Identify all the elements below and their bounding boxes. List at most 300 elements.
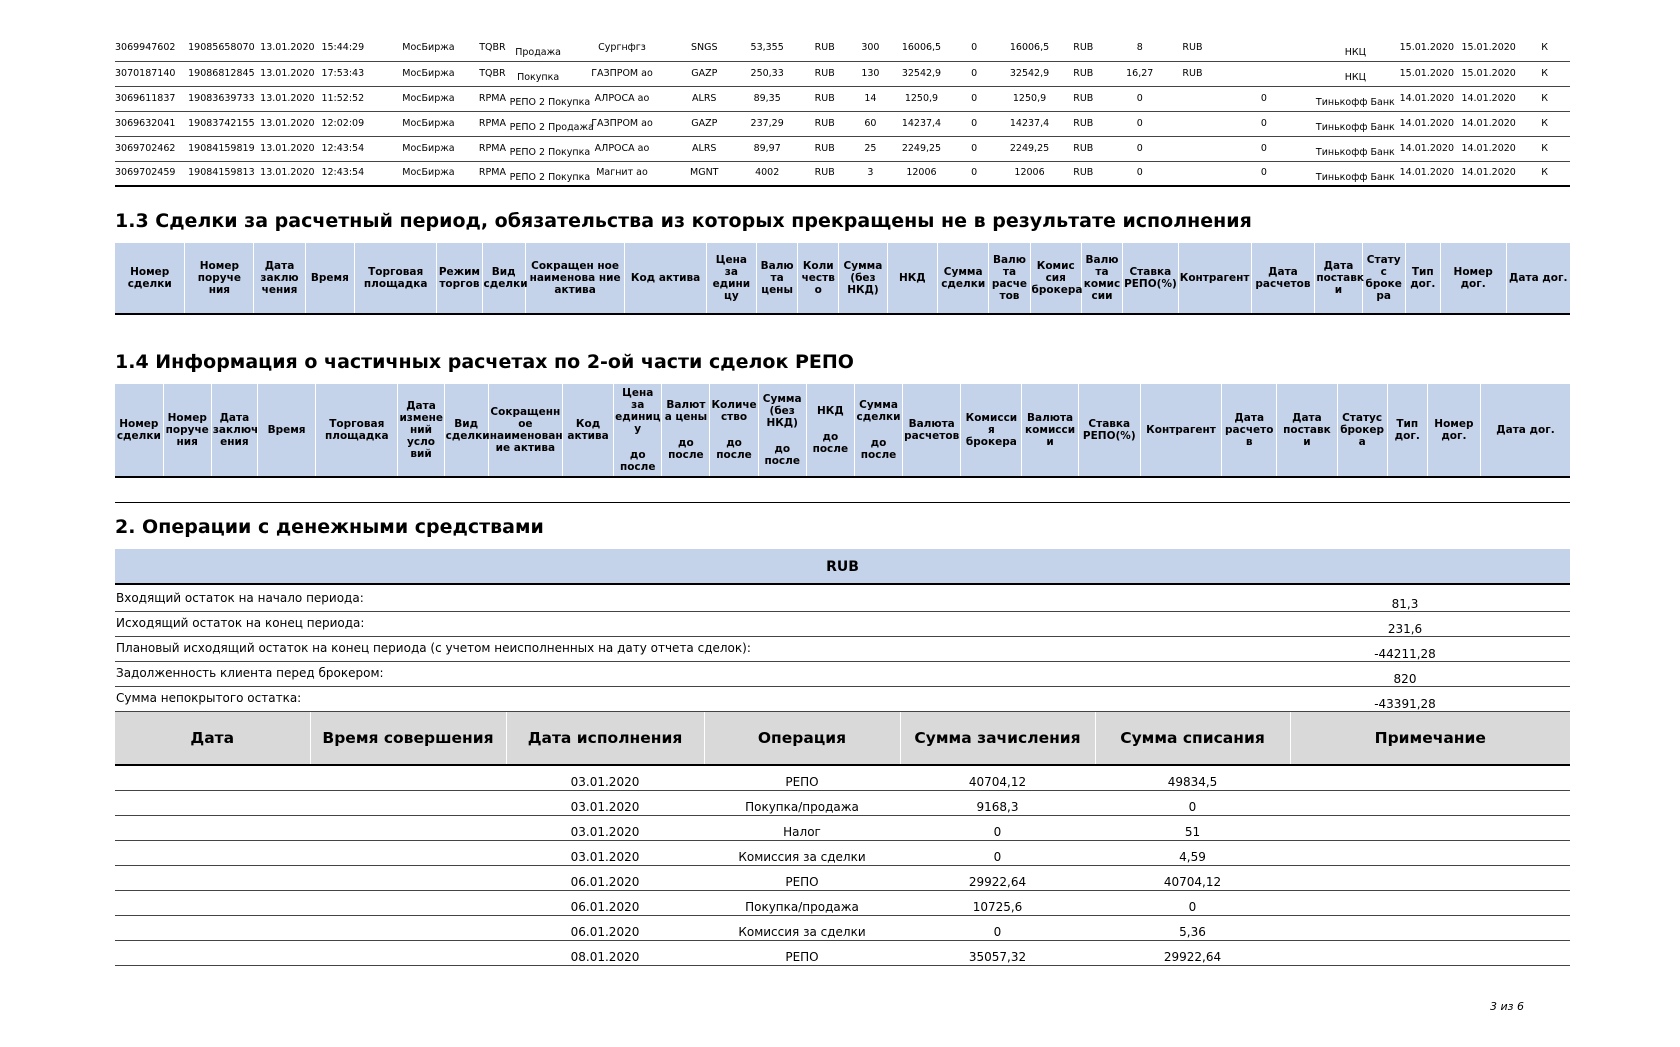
table-row <box>115 161 1570 186</box>
table-cell: МосБиржа <box>382 161 476 186</box>
table-cell: 49834,5 <box>1095 765 1290 790</box>
table-cell: 250,33 <box>731 61 803 86</box>
table-cell: 29922,64 <box>900 865 1095 890</box>
table-cell <box>310 865 506 890</box>
column-header: Цена за едини цу <box>706 243 756 314</box>
table-cell: 4002 <box>731 161 803 186</box>
table-cell: МосБиржа <box>382 61 476 86</box>
table-cell: 53,355 <box>731 36 803 61</box>
column-header <box>562 384 613 477</box>
table-cell: 3069947602 <box>115 36 188 61</box>
table-cell <box>310 765 506 790</box>
table-cell: 89,35 <box>731 86 803 111</box>
section-1-4-title: 1.4 Информация о частичных расчетах по 2-ой части сделок РЕПО <box>115 351 854 373</box>
column-header: Время совершения <box>310 712 506 765</box>
column-header: Сумма списания <box>1095 712 1290 765</box>
table-cell: 0 <box>948 136 1000 161</box>
cell-text: НКЦ <box>1344 46 1366 58</box>
cell-text: Тинькофф Банк <box>1315 171 1395 183</box>
table-cell: 14.01.2020 <box>1458 161 1519 186</box>
table-cell: 15:44:29 <box>321 36 381 61</box>
column-header-label: Дата дог. <box>1496 424 1555 436</box>
column-header-label: НКД <box>816 405 844 417</box>
column-header <box>1427 384 1480 477</box>
table-cell: Покупка/продажа <box>704 890 900 915</box>
table-cell <box>509 136 591 161</box>
table-cell: 14 <box>846 86 894 111</box>
currency-header: RUB <box>115 549 1570 585</box>
table-row <box>115 790 1570 815</box>
table-cell: TQBR <box>475 36 509 61</box>
cell-text: РЕПО 2 Покупка <box>509 171 591 183</box>
column-header-label: Комисси я брокера <box>965 412 1018 448</box>
cell-text: Тинькофф Банк <box>1315 147 1395 158</box>
table-cell: 16,27 <box>1107 61 1172 86</box>
table-cell: Покупка/продажа <box>704 790 900 815</box>
table-cell <box>1290 890 1570 915</box>
column-header: Номер дог. <box>1440 243 1506 314</box>
table-cell <box>115 840 310 865</box>
column-header: Сумма (без НКД) <box>839 243 887 314</box>
table-cell: АЛРОСА ао <box>567 136 678 161</box>
table-cell: 19086812845 <box>188 61 260 86</box>
table-cell: 13.01.2020 <box>260 111 321 136</box>
table-cell <box>310 790 506 815</box>
table-cell: 0 <box>948 36 1000 61</box>
balance-label: Исходящий остаток на конец периода: <box>116 616 365 630</box>
table-cell: 15.01.2020 <box>1396 61 1458 86</box>
column-header <box>211 384 257 477</box>
table-cell: 0 <box>900 840 1095 865</box>
subheader-before: до <box>822 431 839 443</box>
table-cell: 12:43:54 <box>321 161 381 186</box>
table-cell: АЛРОСА ао <box>567 86 678 111</box>
table-cell: 51 <box>1095 815 1290 840</box>
column-header-label: Торговая площадка <box>325 418 389 442</box>
table-cell: 19084159819 <box>188 136 260 161</box>
table-cell: TQBR <box>475 61 509 86</box>
table-cell: GAZP <box>677 111 731 136</box>
column-subheader <box>760 443 805 467</box>
table-cell: РЕПО <box>704 765 900 790</box>
subheader-after: после <box>716 449 752 461</box>
table-cell: Налог <box>704 815 900 840</box>
cell-text: НКЦ <box>1344 72 1366 83</box>
column-header-label: Дата поставк и <box>1283 412 1331 448</box>
subheader-before: до <box>870 437 887 449</box>
table-row <box>115 915 1570 940</box>
table-cell: RUB <box>1059 36 1107 61</box>
table-cell: 8 <box>1107 36 1172 61</box>
table-cell: 2249,25 <box>895 136 949 161</box>
column-header-label: Сумма (без НКД) <box>762 393 802 429</box>
table-cell: Комиссия за сделки <box>704 915 900 940</box>
table-cell: 0 <box>1213 161 1315 186</box>
table-cell: 16006,5 <box>1000 36 1059 61</box>
table-cell <box>310 890 506 915</box>
table-row <box>115 765 1570 790</box>
balance-row <box>115 687 1570 712</box>
column-header-label: Номер поруче ния <box>165 412 209 448</box>
column-header: Коли честв о <box>798 243 839 314</box>
trades-table <box>115 36 1570 187</box>
column-header: Код актива <box>625 243 706 314</box>
column-header-label: Сокращенн ое наименован ие актива <box>489 406 563 454</box>
table-cell <box>1315 61 1396 86</box>
table-cell: RPMA <box>475 86 509 111</box>
balance-value: -43391,28 <box>1374 697 1436 711</box>
table-cell: 40704,12 <box>1095 865 1290 890</box>
table-cell: 06.01.2020 <box>506 915 704 940</box>
table-cell: 14.01.2020 <box>1458 136 1519 161</box>
table-cell <box>310 915 506 940</box>
column-header-label: Валют а цены <box>664 399 708 423</box>
cell-text: РЕПО 2 Продажа <box>509 122 594 133</box>
column-header: Дата исполнения <box>506 712 704 765</box>
column-header: Время <box>305 243 354 314</box>
table-cell: 3069702462 <box>115 136 188 161</box>
column-header-label: Код актива <box>567 418 609 442</box>
table-cell <box>1213 36 1315 61</box>
table-cell: 25 <box>846 136 894 161</box>
subheader-before: до <box>678 437 694 449</box>
column-header <box>257 384 315 477</box>
table-cell: 13.01.2020 <box>260 136 321 161</box>
column-header <box>1078 384 1140 477</box>
table-cell <box>115 765 310 790</box>
table-cell: SNGS <box>677 36 731 61</box>
table-cell: 0 <box>1107 136 1172 161</box>
column-header: Сокращен ное наименова ние актива <box>525 243 625 314</box>
column-subheader <box>711 437 756 461</box>
table-cell: 06.01.2020 <box>506 890 704 915</box>
column-header-label: Валюта расчетов <box>904 418 960 442</box>
table-cell: 14.01.2020 <box>1396 111 1458 136</box>
column-header <box>662 384 710 477</box>
column-header: Тип дог. <box>1405 243 1440 314</box>
column-header: НКД <box>887 243 937 314</box>
table-cell: RUB <box>803 111 846 136</box>
table-cell: 2249,25 <box>1000 136 1059 161</box>
table-cell: ALRS <box>677 86 731 111</box>
column-header <box>1222 384 1277 477</box>
column-header: Дата <box>115 712 310 765</box>
table-cell: 29922,64 <box>1095 940 1290 965</box>
table-cell: 60 <box>846 111 894 136</box>
subheader-after: после <box>619 461 656 473</box>
table-cell: RUB <box>803 161 846 186</box>
table-cell <box>1172 161 1213 186</box>
table-cell: Комиссия за сделки <box>704 840 900 865</box>
table-cell: 3070187140 <box>115 61 188 86</box>
table-cell: 1250,9 <box>1000 86 1059 111</box>
table-cell: 16006,5 <box>895 36 949 61</box>
column-header-label: Тип дог. <box>1394 418 1420 442</box>
table-cell: 11:52:52 <box>321 86 381 111</box>
table-cell: 0 <box>900 915 1095 940</box>
subheader-before: до <box>726 437 742 449</box>
column-header: Дата заклю чения <box>254 243 305 314</box>
table-cell: 06.01.2020 <box>506 865 704 890</box>
column-header <box>854 384 902 477</box>
column-header-label: Сумма сделки <box>856 399 901 423</box>
cell-text: Тинькофф Банк <box>1315 122 1395 133</box>
column-header-label: Дата расчето в <box>1225 412 1274 448</box>
table-cell: 237,29 <box>731 111 803 136</box>
table-cell <box>510 36 567 61</box>
subheader-before: до <box>774 443 791 455</box>
table-cell <box>1315 86 1396 111</box>
table-cell <box>1172 111 1213 136</box>
table-cell: RUB <box>1172 61 1213 86</box>
table-cell: 0 <box>1213 111 1315 136</box>
table-cell: 32542,9 <box>1000 61 1059 86</box>
table-cell: RUB <box>1059 111 1107 136</box>
column-header-label: Количе ство <box>711 399 757 423</box>
balance-label: Плановый исходящий остаток на конец периода (с учетом неисполненных на дату отчета сделок): <box>116 641 751 655</box>
table-cell: 15.01.2020 <box>1458 61 1519 86</box>
column-header-label: Дата заключ ения <box>212 412 259 448</box>
table-cell: 12:43:54 <box>321 136 381 161</box>
table-cell <box>115 915 310 940</box>
cell-text: РЕПО 2 Покупка <box>509 147 591 158</box>
table-cell <box>1290 765 1570 790</box>
table-row <box>115 890 1570 915</box>
table-cell <box>310 840 506 865</box>
column-header-label: Время <box>267 424 306 436</box>
table-cell: 03.01.2020 <box>506 765 704 790</box>
table-cell: 0 <box>1213 136 1315 161</box>
table-cell: К <box>1519 111 1570 136</box>
table-row <box>115 840 1570 865</box>
column-header-label: Статус брокер а <box>1340 412 1385 448</box>
balance-value: 81,3 <box>1391 597 1419 611</box>
column-header: Торговая площадка <box>355 243 437 314</box>
table-cell: RUB <box>803 136 846 161</box>
table-cell <box>509 161 591 186</box>
column-header <box>758 384 806 477</box>
table-cell: 14237,4 <box>895 111 949 136</box>
cell-text: РЕПО 2 Покупка <box>509 97 591 108</box>
balance-label: Сумма непокрытого остатка: <box>116 691 302 705</box>
table-cell: 3 <box>846 161 894 186</box>
report-page <box>115 36 1570 964</box>
table-cell <box>1290 865 1570 890</box>
table-cell <box>1172 86 1213 111</box>
table-cell <box>1290 790 1570 815</box>
table-cell: MGNT <box>677 161 731 186</box>
table-cell: 13.01.2020 <box>260 161 321 186</box>
table-cell: 14237,4 <box>1000 111 1059 136</box>
table-cell: GAZP <box>677 61 731 86</box>
table-cell: 03.01.2020 <box>506 790 704 815</box>
table-cell: 13.01.2020 <box>260 61 321 86</box>
table-cell: RUB <box>1059 61 1107 86</box>
table-cell: 0 <box>1107 86 1172 111</box>
balance-row <box>115 587 1570 612</box>
table-cell: 35057,32 <box>900 940 1095 965</box>
table-cell: 19083742155 <box>188 111 260 136</box>
table-cell: 08.01.2020 <box>506 940 704 965</box>
table-cell: МосБиржа <box>382 86 476 111</box>
table-cell: 5,36 <box>1095 915 1290 940</box>
table-row <box>115 940 1570 965</box>
column-header: Дата расчетов <box>1251 243 1315 314</box>
table-cell: 14.01.2020 <box>1458 111 1519 136</box>
balance-row <box>115 612 1570 637</box>
column-header <box>1481 384 1571 477</box>
table-cell: К <box>1519 36 1570 61</box>
balance-row <box>115 637 1570 662</box>
table-cell: МосБиржа <box>382 136 476 161</box>
table-cell: 1250,9 <box>895 86 949 111</box>
subheader-after: после <box>860 449 897 461</box>
column-header <box>1387 384 1427 477</box>
table-row <box>115 111 1570 136</box>
column-header: Комис сия брокера <box>1030 243 1081 314</box>
table-cell: 19085658070 <box>188 36 260 61</box>
table-row <box>115 86 1570 111</box>
column-header <box>398 384 444 477</box>
table-cell: 03.01.2020 <box>506 815 704 840</box>
table-cell: 3069611837 <box>115 86 188 111</box>
cell-text: Продажа <box>515 46 562 58</box>
table-cell <box>1290 840 1570 865</box>
table-cell: 0 <box>1107 161 1172 186</box>
balance-row <box>115 662 1570 687</box>
column-header: Ставка РЕПО(%) <box>1123 243 1179 314</box>
column-header <box>961 384 1022 477</box>
column-subheader <box>615 449 660 473</box>
table-cell <box>310 940 506 965</box>
table-cell: 3069702459 <box>115 161 188 186</box>
table-cell: ГАЗПРОМ ао <box>567 111 678 136</box>
table-cell: 15.01.2020 <box>1458 36 1519 61</box>
table-cell: 40704,12 <box>900 765 1095 790</box>
table-cell: RPMA <box>475 136 509 161</box>
table-cell: 13.01.2020 <box>260 86 321 111</box>
column-header <box>163 384 211 477</box>
table-row <box>115 61 1570 86</box>
table-cell: 12006 <box>895 161 949 186</box>
table-cell <box>115 815 310 840</box>
table-row <box>115 136 1570 161</box>
column-header-label: Номер дог. <box>1434 418 1474 442</box>
table-cell: 130 <box>846 61 894 86</box>
table-cell <box>115 940 310 965</box>
table-cell <box>115 790 310 815</box>
table-cell: 0 <box>1107 111 1172 136</box>
table-cell: Магнит ао <box>567 161 678 186</box>
table-cell: К <box>1519 161 1570 186</box>
cell-text: Покупка <box>517 72 560 83</box>
section-1-3-title: 1.3 Сделки за расчетный период, обязательства из которых прекращены не в результате исполнения <box>115 210 1252 232</box>
table-cell: МосБиржа <box>382 36 476 61</box>
balance-label: Задолженность клиента перед брокером: <box>116 666 384 680</box>
table-cell <box>115 865 310 890</box>
table-cell <box>1315 36 1396 61</box>
table-cell: РЕПО <box>704 940 900 965</box>
column-header <box>1337 384 1387 477</box>
table-cell: 0 <box>1095 890 1290 915</box>
table-cell <box>1290 815 1570 840</box>
column-subheader <box>663 437 708 461</box>
cash-operations-table <box>115 712 1570 966</box>
column-header-label: Вид сделки <box>445 418 490 442</box>
column-header <box>710 384 758 477</box>
column-header-label: Дата измене ний усло вий <box>399 400 443 460</box>
table-cell: RUB <box>1059 136 1107 161</box>
column-header <box>614 384 662 477</box>
table-cell: RPMA <box>475 111 509 136</box>
table-cell <box>1315 161 1396 186</box>
table-cell <box>1213 61 1315 86</box>
column-header: Сумма зачисления <box>900 712 1095 765</box>
table-cell: 0 <box>1213 86 1315 111</box>
table-cell: 0 <box>948 111 1000 136</box>
table-cell: 10725,6 <box>900 890 1095 915</box>
table-cell: 17:53:43 <box>321 61 381 86</box>
column-header <box>1277 384 1337 477</box>
table-cell: 0 <box>948 161 1000 186</box>
table-cell: 14.01.2020 <box>1396 136 1458 161</box>
table-cell: 03.01.2020 <box>506 840 704 865</box>
table-cell: 14.01.2020 <box>1458 86 1519 111</box>
table-cell: 0 <box>948 86 1000 111</box>
section-2-title: 2. Операции с денежными средствами <box>115 516 544 538</box>
column-header: Валю та расче тов <box>989 243 1030 314</box>
table-cell: RUB <box>1059 86 1107 111</box>
section-1-3-table <box>115 243 1570 315</box>
subheader-after: после <box>812 443 849 455</box>
column-header: Номер поруче ния <box>185 243 254 314</box>
table-cell <box>115 890 310 915</box>
subheader-after: после <box>764 455 800 467</box>
column-header: Дата поставк и <box>1315 243 1362 314</box>
column-header-label: Ставка РЕПО(%) <box>1082 418 1136 442</box>
table-cell: 0 <box>1095 790 1290 815</box>
cell-text: Тинькофф Банк <box>1315 97 1395 108</box>
table-cell: 0 <box>900 815 1095 840</box>
table-cell <box>1290 940 1570 965</box>
table-cell: Сургнфгз <box>567 36 678 61</box>
table-cell: RUB <box>803 86 846 111</box>
page-number: 3 из 6 <box>1490 1000 1524 1013</box>
column-header: Вид сделки <box>482 243 525 314</box>
column-header-label: Контрагент <box>1146 424 1216 436</box>
column-header: Режим торгов <box>437 243 482 314</box>
column-header-label: Валюта комисси и <box>1025 412 1076 448</box>
table-cell: RPMA <box>475 161 509 186</box>
column-header <box>488 384 562 477</box>
table-cell: 12006 <box>1000 161 1059 186</box>
column-header: Валю та комис сии <box>1081 243 1122 314</box>
table-cell: К <box>1519 86 1570 111</box>
table-row <box>115 36 1570 61</box>
table-cell: К <box>1519 61 1570 86</box>
table-row <box>115 865 1570 890</box>
table-cell: ГАЗПРОМ ао <box>567 61 678 86</box>
table-cell <box>1290 915 1570 940</box>
section-1-4-table <box>115 384 1570 478</box>
table-cell <box>310 815 506 840</box>
column-header: Примечание <box>1290 712 1570 765</box>
column-header: Операция <box>704 712 900 765</box>
table-cell: RUB <box>1172 36 1213 61</box>
column-header <box>1022 384 1078 477</box>
table-cell <box>1315 111 1396 136</box>
table-cell: 3069632041 <box>115 111 188 136</box>
